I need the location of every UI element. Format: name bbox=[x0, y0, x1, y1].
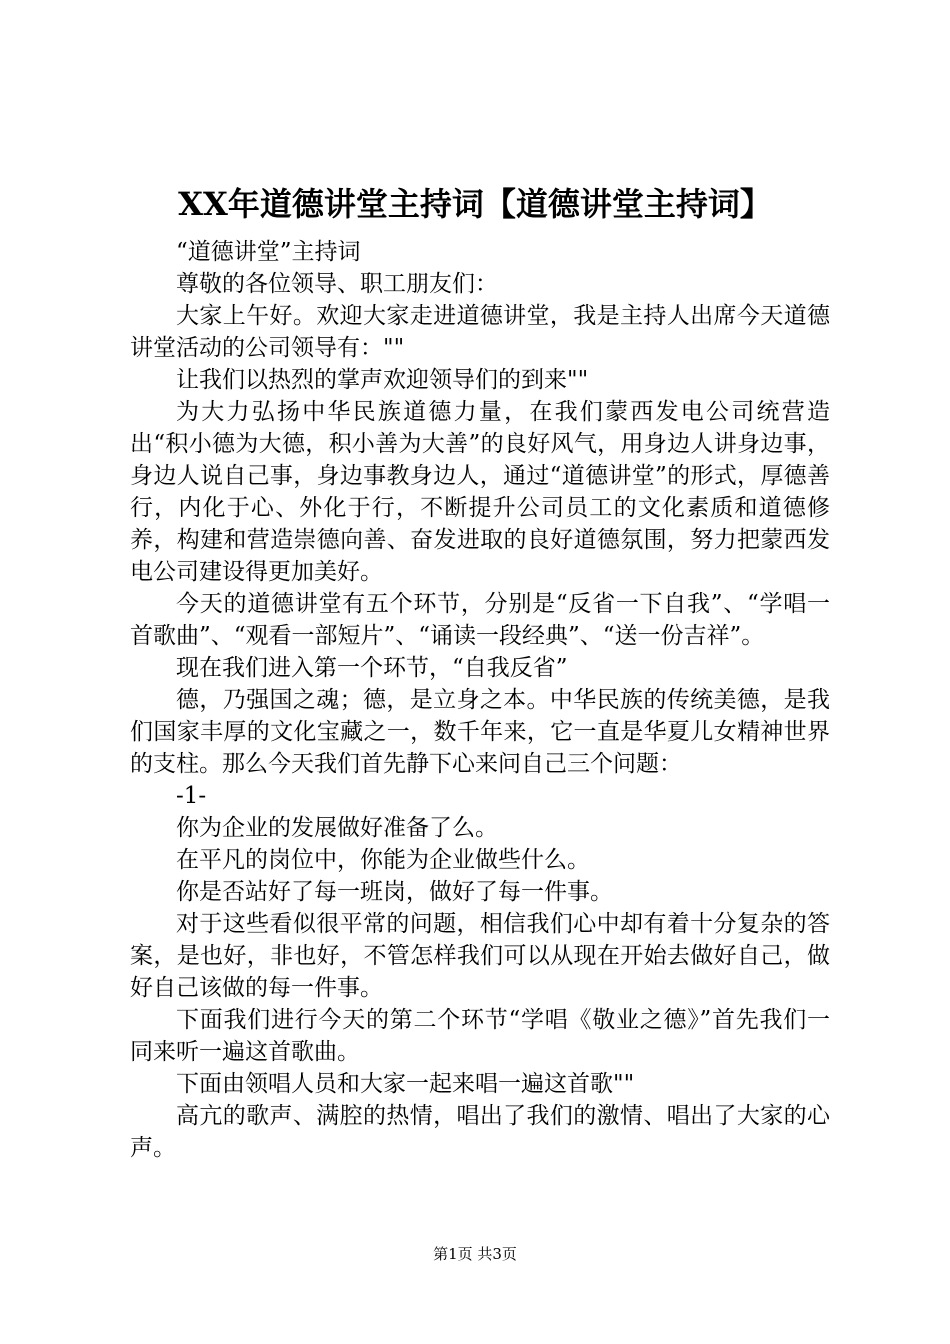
paragraph: 为大力弘扬中华民族道德力量，在我们蒙西发电公司统营造出“积小德为大德，积小善为大善”的良好风气，用身边人讲身边事，身边人说自己事，身边事教身边人，通过“道德讲堂”的形式，厚德善行，内化于心、外化于行，不断提升公司员工的文化素质和道德修养，构建和营造崇德向善、奋发进取的良好道德氛围，努力把蒙西发电公司建设得更加美好。 bbox=[130, 399, 830, 585]
paragraph: 你为企业的发展做好准备了么。 bbox=[176, 815, 498, 841]
paragraph: 让我们以热烈的掌声欢迎领导们的到来"" bbox=[176, 367, 589, 393]
document-body bbox=[130, 236, 830, 1164]
document-title: XX年道德讲堂主持词【道德讲堂主持词】 bbox=[178, 185, 772, 223]
paragraph: 尊敬的各位领导、职工朋友们： bbox=[176, 271, 498, 297]
paragraph: 在平凡的岗位中，你能为企业做些什么。 bbox=[176, 847, 590, 873]
paragraph: “道德讲堂”主持词 bbox=[176, 239, 361, 265]
inline-page-number: -1- bbox=[176, 783, 207, 809]
paragraph: 下面由领唱人员和大家一起来唱一遍这首歌"" bbox=[176, 1071, 635, 1097]
paragraph: 今天的道德讲堂有五个环节，分别是“反省一下自我”、“学唱一首歌曲”、“观看一部短片”、“诵读一段经典”、“送一份吉祥”。 bbox=[130, 591, 830, 649]
paragraph: 你是否站好了每一班岗，做好了每一件事。 bbox=[176, 879, 613, 905]
paragraph: 下面我们进行今天的第二个环节“学唱《敬业之德》”首先我们一同来听一遍这首歌曲。 bbox=[130, 1007, 830, 1065]
paragraph: 高亢的歌声、满腔的热情，唱出了我们的激情、唱出了大家的心声。 bbox=[130, 1103, 830, 1161]
paragraph: 对于这些看似很平常的问题，相信我们心中却有着十分复杂的答案，是也好，非也好，不管怎样我们可以从现在开始去做好自己，做好自己该做的每一件事。 bbox=[130, 911, 830, 1001]
paragraph: 现在我们进入第一个环节，“自我反省” bbox=[176, 655, 568, 681]
paragraph: 德，乃强国之魂；德，是立身之本。中华民族的传统美德，是我们国家丰厚的文化宝藏之一，数千年来，它一直是华夏儿女精神世界的支柱。那么今天我们首先静下心来问自己三个问题： bbox=[130, 687, 830, 777]
page-footer: 第1页 共3页 bbox=[433, 1245, 517, 1263]
paragraph: 大家上午好。欢迎大家走进道德讲堂，我是主持人出席今天道德讲堂活动的公司领导有："" bbox=[130, 303, 830, 361]
